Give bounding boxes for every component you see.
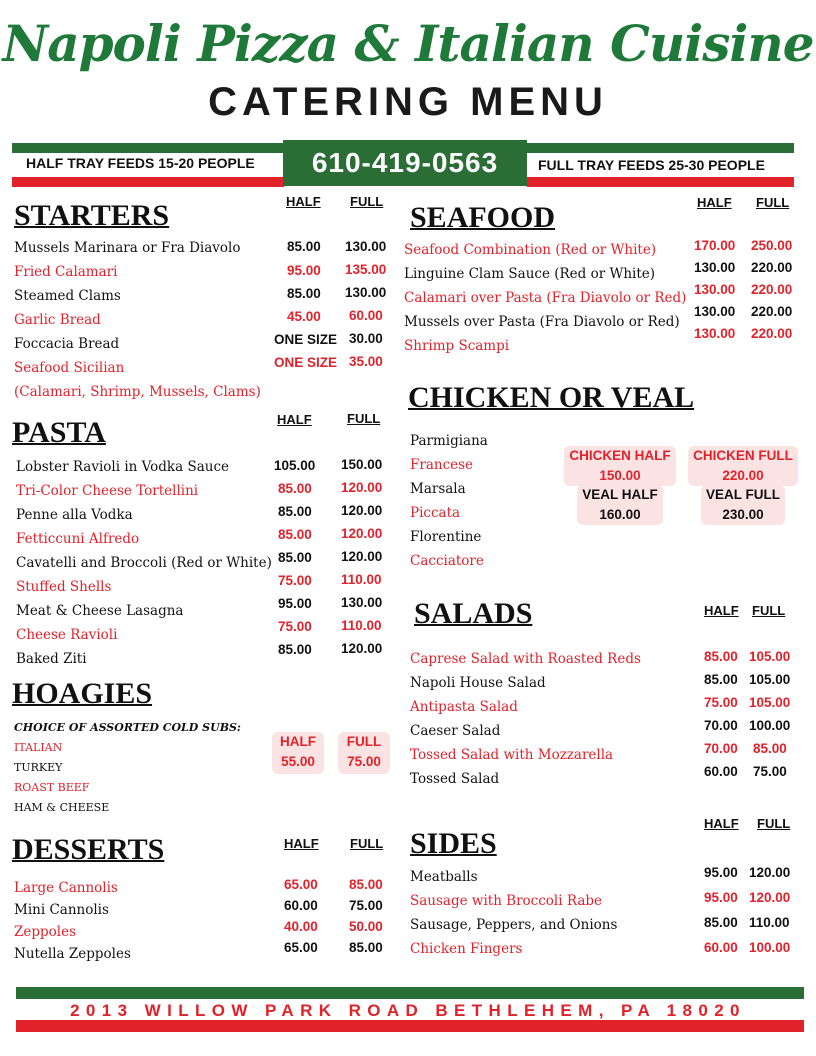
salads-full-header: FULL — [752, 603, 786, 618]
menu-item: Shrimp Scampi — [404, 338, 510, 354]
menu-item: Parmigiana — [410, 433, 488, 449]
menu-item: Calamari over Pasta (Fra Diavolo or Red) — [404, 290, 687, 306]
starters-half-header: HALF — [286, 194, 321, 209]
full-price: 75.00 — [349, 898, 383, 913]
menu-item: Sausage with Broccoli Rabe — [410, 893, 603, 909]
veal-half-label: VEAL HALF — [582, 487, 658, 502]
full-price: 105.00 — [749, 649, 791, 664]
salads-half-header: HALF — [704, 603, 739, 618]
veal-half-pill — [577, 485, 663, 525]
half-price: 85.00 — [278, 642, 312, 657]
menu-item: Caprese Salad with Roasted Reds — [410, 651, 641, 667]
menu-item: Linguine Clam Sauce (Red or White) — [404, 266, 656, 282]
half-tray-note: HALF TRAY FEEDS 15-20 PEOPLE — [26, 155, 255, 171]
footer-green-stripe — [16, 987, 804, 999]
chicken-full-label: CHICKEN FULL — [693, 448, 793, 463]
half-price: 85.00 — [704, 672, 738, 687]
menu-item: Zeppoles — [14, 924, 77, 940]
half-price: 60.00 — [704, 764, 738, 779]
full-price: 75.00 — [753, 764, 787, 779]
full-price: 85.00 — [349, 940, 383, 955]
menu-item: Seafood Sicilian — [14, 360, 125, 376]
menu-item: Marsala — [410, 481, 466, 497]
full-price: 60.00 — [349, 308, 383, 323]
menu-item: Tossed Salad — [410, 771, 500, 787]
menu-item: Mussels over Pasta (Fra Diavolo or Red) — [404, 314, 680, 330]
half-price: 130.00 — [694, 282, 736, 297]
green-stripe-left — [12, 143, 284, 153]
chicken-half-price: 150.00 — [599, 468, 641, 483]
full-price: 120.00 — [341, 503, 383, 518]
sides-half-header: HALF — [704, 816, 739, 831]
menu-item: Florentine — [410, 529, 482, 545]
menu-item: Caeser Salad — [410, 723, 501, 739]
red-stripe-left — [12, 177, 284, 187]
menu-item: Mini Cannolis — [14, 902, 109, 918]
veal-full-price: 230.00 — [722, 507, 764, 522]
menu-item: Antipasta Salad — [410, 699, 518, 715]
menu-item: Cacciatore — [410, 553, 484, 569]
half-price: 85.00 — [278, 481, 312, 496]
half-price: 95.00 — [287, 263, 321, 278]
chicken-half-pill — [564, 446, 676, 486]
menu-item-note: (Calamari, Shrimp, Mussels, Clams) — [14, 384, 261, 400]
menu-item: Seafood Combination (Red or White) — [404, 242, 657, 258]
full-price: 250.00 — [751, 238, 793, 253]
full-price: 105.00 — [749, 672, 791, 687]
full-price: 85.00 — [349, 877, 383, 892]
menu-item: Francese — [410, 457, 474, 473]
menu-item: Mussels Marinara or Fra Diavolo — [14, 240, 241, 256]
full-price: 110.00 — [749, 915, 790, 930]
pasta-half-header: HALF — [277, 412, 312, 427]
hoagie-item: ITALIAN — [14, 741, 63, 754]
full-price: 120.00 — [749, 890, 791, 905]
half-price: 65.00 — [284, 940, 318, 955]
half-price: 85.00 — [287, 239, 321, 254]
full-price: 220.00 — [751, 326, 793, 341]
catering-menu-heading: CATERING MENU — [208, 80, 608, 124]
menu-item: Meatballs — [410, 869, 478, 885]
hoagie-item: HAM & CHEESE — [14, 801, 110, 814]
hoagie-item: ROAST BEEF — [14, 781, 90, 794]
half-price: 130.00 — [694, 260, 736, 275]
menu-item: Napoli House Salad — [410, 675, 546, 691]
full-price: 30.00 — [349, 331, 383, 346]
half-price: 45.00 — [287, 309, 321, 324]
menu-item: Fried Calamari — [14, 264, 118, 280]
full-price: 130.00 — [345, 239, 387, 254]
chicken-half-label: CHICKEN HALF — [569, 448, 671, 463]
half-price: 105.00 — [274, 458, 316, 473]
menu-item: Nutella Zeppoles — [14, 946, 131, 962]
menu-item: Cheese Ravioli — [16, 627, 118, 643]
full-price: 110.00 — [341, 572, 382, 587]
hoagies-heading: HOAGIES — [12, 677, 153, 710]
pasta-full-header: FULL — [347, 411, 381, 426]
half-price: 40.00 — [284, 919, 318, 934]
full-price: 100.00 — [749, 718, 791, 733]
restaurant-title: Napoli Pizza & Italian Cuisine — [2, 14, 814, 73]
footer-red-stripe — [16, 1020, 804, 1032]
veal-full-pill — [701, 485, 785, 525]
hoagies-full-price: 75.00 — [347, 754, 381, 769]
full-price: 130.00 — [345, 285, 387, 300]
half-price: 85.00 — [278, 527, 312, 542]
veal-full-label: VEAL FULL — [706, 487, 780, 502]
menu-item: Meat & Cheese Lasagna — [16, 603, 184, 619]
full-price: 130.00 — [341, 595, 383, 610]
full-price: 35.00 — [349, 354, 383, 369]
menu-item: Penne alla Vodka — [16, 507, 133, 523]
hoagies-note: CHOICE OF ASSORTED COLD SUBS: — [14, 721, 241, 734]
full-price: 120.00 — [341, 480, 383, 495]
half-price: 65.00 — [284, 877, 318, 892]
half-price: 130.00 — [694, 304, 736, 319]
hoagie-item: TURKEY — [14, 761, 63, 774]
half-price: 95.00 — [704, 890, 738, 905]
half-price: 85.00 — [278, 504, 312, 519]
green-stripe-right — [527, 143, 794, 153]
full-price: 150.00 — [341, 457, 383, 472]
half-price: 75.00 — [278, 573, 312, 588]
full-price: 85.00 — [753, 741, 787, 756]
starters-heading: STARTERS — [14, 199, 170, 232]
menu-item: Chicken Fingers — [410, 941, 523, 957]
full-price: 120.00 — [341, 641, 383, 656]
chicken-veal-heading: CHICKEN OR VEAL — [408, 381, 695, 414]
half-price: 70.00 — [704, 718, 738, 733]
starters-full-header: FULL — [350, 194, 384, 209]
full-price: 120.00 — [341, 549, 383, 564]
hoagies-half-price: 55.00 — [281, 754, 315, 769]
half-price: ONE SIZE — [274, 332, 338, 347]
menu-item: Baked Ziti — [16, 651, 87, 667]
desserts-half-header: HALF — [284, 836, 319, 851]
menu-item: Large Cannolis — [14, 880, 118, 896]
menu-item: Steamed Clams — [14, 288, 121, 304]
hoagies-full-label: FULL — [346, 734, 382, 749]
half-price: 85.00 — [704, 915, 738, 930]
full-price: 120.00 — [341, 526, 383, 541]
phone-number[interactable]: 610-419-0563 — [283, 140, 527, 186]
desserts-heading: DESSERTS — [12, 833, 165, 866]
half-price: 85.00 — [278, 550, 312, 565]
sides-full-header: FULL — [757, 816, 791, 831]
half-price: 95.00 — [704, 865, 738, 880]
menu-item: Cavatelli and Broccoli (Red or White) — [16, 555, 272, 571]
menu-item: Lobster Ravioli in Vodka Sauce — [16, 459, 229, 475]
menu-item: Tossed Salad with Mozzarella — [410, 747, 614, 763]
full-price: 110.00 — [341, 618, 382, 633]
half-price: 170.00 — [694, 238, 736, 253]
chicken-full-price: 220.00 — [722, 468, 764, 483]
menu-item: Sausage, Peppers, and Onions — [410, 917, 618, 933]
half-price: 130.00 — [694, 326, 736, 341]
half-price: 85.00 — [287, 286, 321, 301]
menu-item: Fetticcuni Alfredo — [16, 531, 140, 547]
full-price: 135.00 — [345, 262, 387, 277]
half-price: 70.00 — [704, 741, 738, 756]
menu-item: Stuffed Shells — [16, 579, 112, 595]
hoagies-half-label: HALF — [280, 734, 316, 749]
half-price: 75.00 — [704, 695, 738, 710]
seafood-half-header: HALF — [697, 195, 732, 210]
full-tray-note: FULL TRAY FEEDS 25-30 PEOPLE — [538, 157, 765, 173]
chicken-full-pill — [688, 446, 798, 486]
red-stripe-right — [527, 177, 794, 187]
hoagies-half-pill — [272, 732, 324, 774]
half-price: 85.00 — [704, 649, 738, 664]
seafood-heading: SEAFOOD — [410, 201, 556, 234]
half-price: 60.00 — [704, 940, 738, 955]
full-price: 220.00 — [751, 282, 793, 297]
salads-heading: SALADS — [414, 597, 533, 630]
half-price: 75.00 — [278, 619, 312, 634]
menu-item: Piccata — [410, 505, 461, 521]
half-price: 95.00 — [278, 596, 312, 611]
full-price: 105.00 — [749, 695, 791, 710]
hoagies-full-pill — [338, 732, 390, 774]
seafood-full-header: FULL — [756, 195, 790, 210]
half-price: 60.00 — [284, 898, 318, 913]
full-price: 120.00 — [749, 865, 791, 880]
full-price: 50.00 — [349, 919, 383, 934]
veal-half-price: 160.00 — [599, 507, 641, 522]
sides-heading: SIDES — [410, 827, 497, 860]
pasta-heading: PASTA — [12, 416, 106, 449]
menu-item: Foccacia Bread — [14, 336, 120, 352]
half-price: ONE SIZE — [274, 355, 338, 370]
full-price: 220.00 — [751, 304, 793, 319]
footer-address: 2013 WILLOW PARK ROAD BETHLEHEM, PA 18020 — [70, 1001, 746, 1020]
full-price: 220.00 — [751, 260, 793, 275]
menu-item: Tri-Color Cheese Tortellini — [16, 483, 199, 499]
full-price: 100.00 — [749, 940, 791, 955]
desserts-full-header: FULL — [350, 836, 384, 851]
menu-item: Garlic Bread — [14, 312, 101, 328]
